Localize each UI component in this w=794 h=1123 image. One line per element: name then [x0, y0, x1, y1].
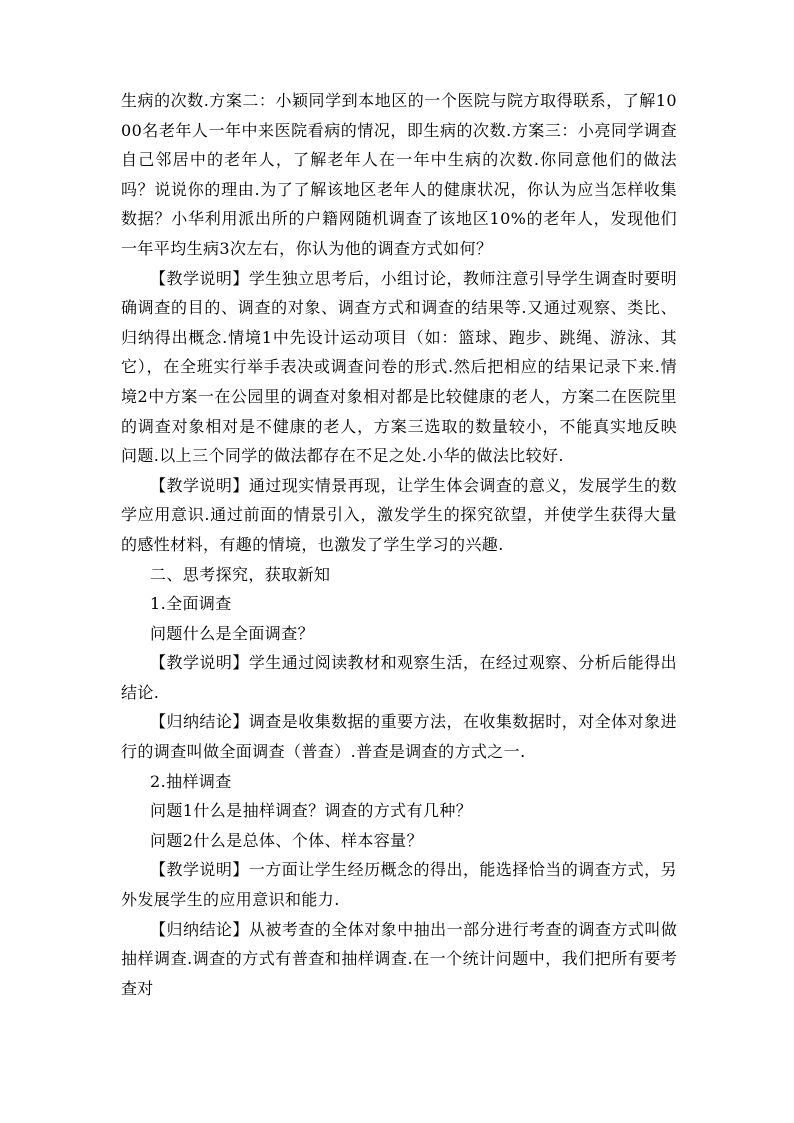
paragraph-teaching-note-3: 【教学说明】学生通过阅读教材和观察生活，在经过观察、分析后能得出结论.	[121, 653, 677, 702]
document-page	[121, 86, 677, 1003]
paragraph-survey-plans: 生病的次数.方案二：小颖同学到本地区的一个医院与院方取得联系，了解1000名老年人一年中来医院看病的情况，即生病的次数.方案三：小亮同学调查自己邻居中的老年人，了解老年人在一年中生病的次数.你同意他们的做法吗？说说你的理由.为了了解该地区老年人的健康状况，你认为应当怎样收集数据？小华利用派出所的户籍网随机调查了该地区10%的老年人，发现他们一年平均生病3次左右，你认为他的调查方式如何？	[121, 91, 677, 258]
paragraph-teaching-note-1: 【教学说明】学生独立思考后，小组讨论，教师注意引导学生调查时要明确调查的目的、调查的对象、调查方式和调查的结果等.又通过观察、类比、归纳得出概念.情境1中先设计运动项目（如：篮球、跑步、跳绳、游泳、其它），在全班实行举手表决或调查问卷的形式.然后把相应的结果记录下来.情境2中方案一在公园里的调查对象相对都是比较健康的老人，方案二在医院里的调查对象相对是不健康的老人，方案三选取的数量较小，不能真实地反映问题.以上三个同学的做法都存在不足之处.小华的做法比较好.	[121, 268, 677, 466]
question-1-sample-survey: 问题1什么是抽样调查？调查的方式有几种？	[150, 801, 473, 821]
paragraph-teaching-note-4: 【教学说明】一方面让学生经历概念的得出，能选择恰当的调查方式，另外发展学生的应用意识和能力.	[121, 860, 677, 910]
paragraph-teaching-note-2: 【教学说明】通过现实情景再现，让学生体会调查的意义，发展学生的数学应用意识.通过前面的情景引入，激发学生的探究欲望，并使学生获得大量的感性材料，有趣的情境，也激发了学生学习的兴趣.	[121, 475, 677, 554]
paragraph-conclusion-1: 【归纳结论】调查是收集数据的重要方法，在收集数据时，对全体对象进行的调查叫做全面调查（普查）.普查是调查的方式之一.	[121, 712, 677, 762]
section-heading-explore: 二、思考探究，获取新知	[150, 564, 331, 584]
subheading-sample-survey: 2.抽样调查	[150, 771, 232, 791]
question-2-population: 问题2什么是总体、个体、样本容量？	[150, 830, 423, 850]
paragraph-conclusion-2: 【归纳结论】从被考查的全体对象中抽出一部分进行考查的调查方式叫做抽样调查.调查的方式有普查和抽样调查.在一个统计问题中，我们把所有要考查对	[121, 919, 677, 998]
subheading-full-survey: 1.全面调查	[150, 594, 232, 614]
question-full-survey: 问题什么是全面调查？	[150, 623, 315, 643]
